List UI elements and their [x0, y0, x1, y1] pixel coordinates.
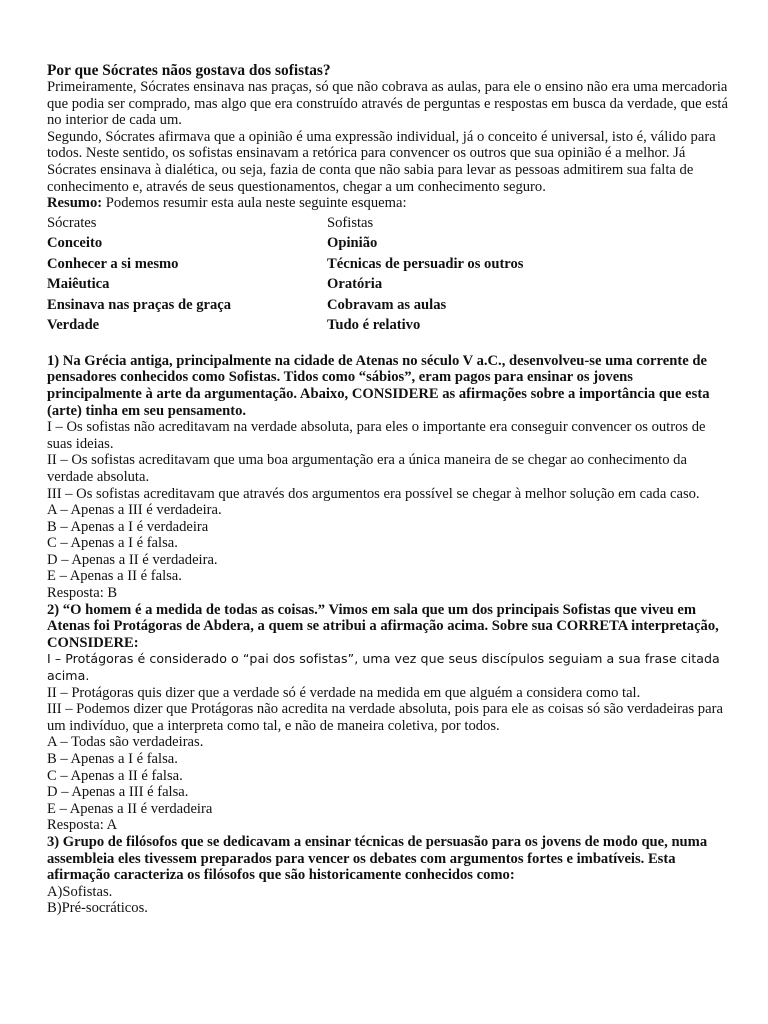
- question-2-option: C – Apenas a II é falsa.: [47, 767, 183, 784]
- question-1-option: C – Apenas a I é falsa.: [47, 535, 178, 552]
- document-title: Por que Sócrates nãos gostava dos sofistas?: [47, 62, 331, 79]
- summary-cell: Conhecer a si mesmo: [47, 255, 179, 272]
- question-1-item: III – Os sofistas acreditavam que através dos argumentos era possível se chegar à melhor solução em cada caso.: [47, 485, 700, 502]
- summary-cell: Conceito: [47, 235, 103, 252]
- question-3-option: B)Pré-socráticos.: [47, 900, 148, 917]
- question-2-option: D – Apenas a III é falsa.: [47, 784, 189, 801]
- summary-header-sofistas: Sofistas: [327, 214, 374, 231]
- question-2-statement: 2) “O homem é a medida de todas as coisas.” Vimos em sala que um dos principais Sofistas que viveu em Atenas foi Protágoras de Abdera, a quem se atribui a afirmação acima. Sobre sua CORRETA interpretação, CONSIDERE:: [47, 601, 719, 651]
- question-1-answer: Resposta: B: [47, 585, 118, 602]
- question-1-option: D – Apenas a II é verdadeira.: [47, 551, 218, 568]
- question-1-item: II – Os sofistas acreditavam que uma boa argumentação era a única maneira de se chegar ao conhecimento da verdade absoluta.: [47, 452, 687, 485]
- resumo-text: Podemos resumir esta aula neste seguinte esquema:: [102, 195, 407, 212]
- summary-cell: Maiêutica: [47, 276, 110, 293]
- summary-cell: Cobravam as aulas: [327, 296, 447, 313]
- summary-cell: Ensinava nas praças de graça: [47, 296, 232, 313]
- summary-header-socrates: Sócrates: [47, 214, 97, 231]
- intro-paragraph-1: Primeiramente, Sócrates ensinava nas praças, só que não cobrava as aulas, para ele o ensino não era uma mercadoria que podia ser comprado, mas algo que era construído através de perguntas e respostas em busca da verdade, que está no interior de cada um.: [47, 79, 728, 129]
- spacer: [47, 334, 728, 353]
- question-2-option: A – Todas são verdadeiras.: [47, 734, 204, 751]
- question-2-option: B – Apenas a I é falsa.: [47, 751, 178, 768]
- summary-cell: Opinião: [327, 235, 378, 252]
- question-2-option: E – Apenas a II é verdadeira: [47, 800, 213, 817]
- summary-cell: Oratória: [327, 276, 383, 293]
- question-3-option: A)Sofistas.: [47, 883, 113, 900]
- resumo-line: [47, 195, 728, 212]
- question-1-option: E – Apenas a II é falsa.: [47, 568, 182, 585]
- question-1-option: B – Apenas a I é verdadeira: [47, 518, 209, 535]
- resumo-label: Resumo:: [47, 195, 103, 212]
- summary-cell: Tudo é relativo: [327, 317, 421, 334]
- question-1-option: A – Apenas a III é verdadeira.: [47, 502, 222, 519]
- question-2-item: II – Protágoras quis dizer que a verdade só é verdade na medida em que alguém a considera como tal.: [47, 684, 641, 701]
- intro-paragraph-2: Segundo, Sócrates afirmava que a opinião é uma expressão individual, já o conceito é universal, isto é, válido para todos. Neste sentido, os sofistas ensinavam a retórica para convencer os outros que sua opinião é a melhor. Já Sócrates ensinava à dialética, ou seja, fazia de conta que não sabia para levar as pessoas admitirem sua falta de conhecimento e, através de seus questionamentos, chegar a um conhecimento seguro.: [47, 128, 716, 195]
- summary-cell: Verdade: [47, 317, 100, 334]
- summary-cell: Técnicas de persuadir os outros: [327, 255, 524, 272]
- question-2-answer: Resposta: A: [47, 817, 118, 834]
- summary-table: [47, 215, 728, 334]
- question-1-statement: 1) Na Grécia antiga, principalmente na cidade de Atenas no século V a.C., desenvolveu-se uma corrente de pensadores conhecidos como Sofistas. Tidos como “sábios”, eram pagos para ensinar os jovens principalmente à arte da argumentação. Abaixo, CONSIDERE as afirmações sobre a importância que esta (arte) tinha em seu pensamento.: [47, 352, 710, 419]
- question-1-item: I – Os sofistas não acreditavam na verdade absoluta, para eles o importante era conseguir convencer os outros de suas ideias.: [47, 419, 706, 452]
- question-2-item: III – Podemos dizer que Protágoras não acredita na verdade absoluta, pois para ele as coisas só são verdadeiras para um indivíduo, que a interpreta como tal, e não de maneira coletiva, por todos.: [47, 701, 723, 734]
- question-3-statement: 3) Grupo de filósofos que se dedicavam a ensinar técnicas de persuasão para os jovens de modo que, numa assembleia eles tivessem preparados para vencer os debates com argumentos fortes e imbatíveis. Esta afirmação caracteriza os filósofos que são historicamente conhecidos como:: [47, 833, 708, 884]
- question-2-item: I – Protágoras é considerado o “pai dos sofistas”, uma vez que seus discípulos seguiam a sua frase citada acima.: [47, 651, 720, 684]
